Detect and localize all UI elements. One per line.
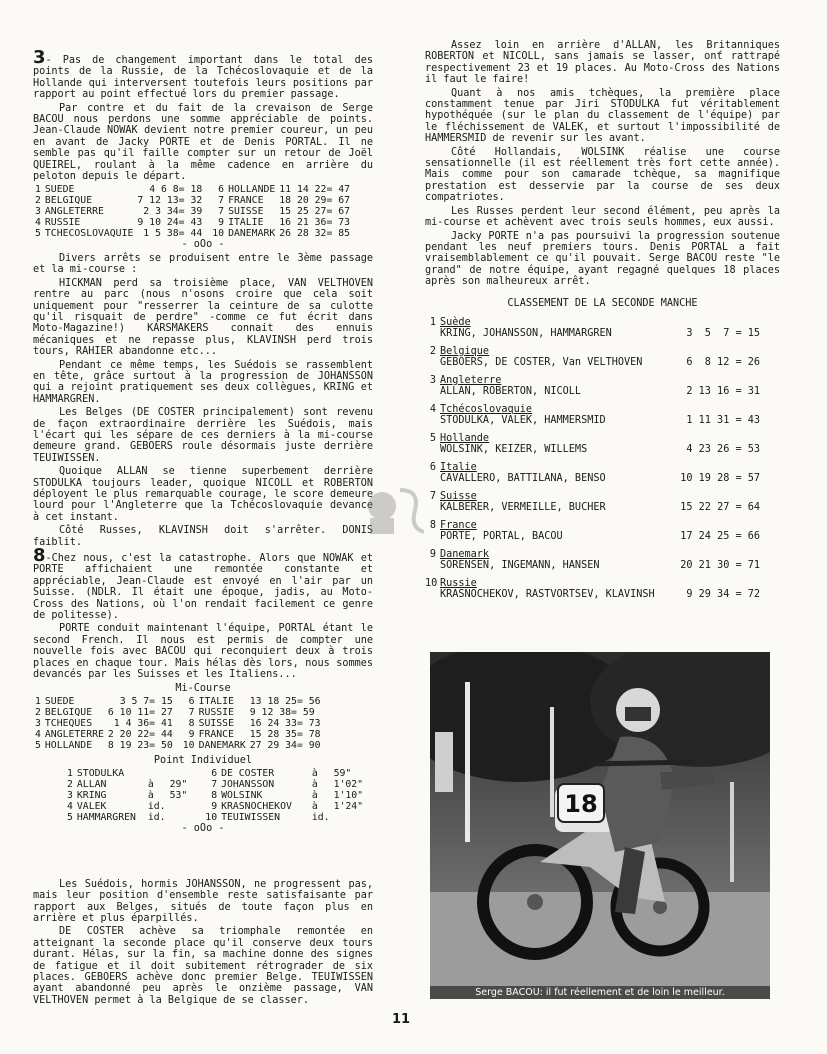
table-cell: 9: [218, 217, 225, 229]
classement-score: 2 13 16 = 31: [686, 385, 760, 397]
table-cell: [332, 812, 366, 823]
paragraph-britanniques: Assez loin en arrière d'ALLAN, les Britanniques ROBERTON et NICOLL, sans jamais se lasser, onť rattrapé respectivement 23 et 19 places. Au Moto-Cross des Nations il faut le faire!: [425, 40, 780, 86]
table-cell: FRANCE: [228, 195, 264, 207]
point-individuel-title: Point Individuel: [153, 754, 253, 766]
table-cell: WOLSINK: [221, 790, 263, 802]
table-row: [65, 790, 365, 801]
classement-row: [425, 549, 780, 578]
table-cell: [146, 768, 168, 779]
table-cell: à: [311, 790, 318, 802]
table-cell: ANGLETERRE: [44, 728, 104, 740]
separator: - oOo -: [181, 239, 225, 251]
table-row: [65, 779, 365, 790]
table-row: [65, 801, 365, 812]
paragraph-hollandais: Côté Hollandais, WOLSINK réalise une course sensationnelle (il est réellement très fort cette année). Mais comme pour son camarade tchèque, sa magnifique prestation est desservie par la course de ses deux compatriotes.: [425, 146, 780, 204]
table-cell: 3: [67, 790, 73, 802]
classement-row: [425, 404, 780, 433]
classement-row: [425, 520, 780, 549]
classement-row: [425, 491, 780, 520]
paragraph-hickman: HICKMAN perd sa troisième place, VAN VELTHOVEN rentre au parc (nous n'osons croire que cela soit uniquement pour "resserrer la ceinture de sa culotte qu'il risquait de perdre" -comme ce fut écrit dans Moto-Magazine!) KARSMAKERS connait des ennuis mécaniques et ne repasse plus, KLAVINSH perd trois tours, RAHIER abandonne etc...: [33, 277, 373, 358]
standings-table-3rd-pass: [33, 184, 352, 239]
table-cell: 18 20 29= 67: [279, 195, 351, 207]
bike-number: 18: [564, 790, 598, 818]
separator: - oOo -: [181, 823, 225, 835]
classement-country: Hollande: [440, 432, 490, 444]
classement-riders: ALLAN, ROBERTON, NICOLL: [440, 386, 582, 398]
table-cell: KRASNOCHEKOV: [221, 801, 292, 813]
section-number-3: 3: [33, 47, 46, 68]
classement-rank: 7: [429, 490, 436, 502]
table-cell: 8: [188, 717, 195, 729]
table-cell: SUEDE: [44, 695, 75, 707]
classement-row: [425, 462, 780, 491]
photo-caption: Serge BACOU: il fut réellement et de loin le meilleur.: [430, 986, 770, 999]
paragraph-arrets: Divers arrêts se produisent entre le 3ème passage et la mi-course :: [33, 252, 373, 276]
table-cell: HOLLANDE: [44, 739, 93, 751]
paragraph-3: 3- Pas de changement important dans le total des points de la Russie, de la Tchécoslovaquie et de la Hollande qui interversent toutefois leurs positions par rapport au point effectué lors du premier passage.: [33, 47, 373, 101]
table-cell: ITALIE: [228, 217, 264, 229]
classement-rank: 6: [429, 461, 436, 473]
table-cell: id.: [147, 801, 166, 813]
table-row: [33, 228, 352, 239]
classement-row: [425, 346, 780, 375]
classement-country: Russie: [440, 577, 477, 589]
classement-score: 4 23 26 = 53: [686, 443, 760, 455]
table-cell: JOHANSSON: [221, 779, 275, 791]
table-cell: 7: [188, 706, 195, 718]
table-cell: 4: [35, 728, 41, 740]
table-cell: 8: [211, 790, 218, 802]
table-cell: FRANCE: [198, 728, 234, 740]
table-cell: [168, 801, 196, 812]
classement-score: 1 11 31 = 43: [686, 414, 760, 426]
table-cell: TEUIWISSEN: [221, 812, 281, 824]
table-row: [65, 812, 365, 823]
classement-riders: STODULKA, VALEK, HAMMERSMID: [440, 415, 606, 427]
classement-score: 6 8 12 = 26: [686, 356, 760, 368]
table-cell: 13 18 25= 56: [249, 695, 321, 707]
table-cell: 16 24 33= 73: [249, 717, 321, 729]
table-cell: 2 3 34= 39: [143, 206, 203, 218]
table-cell: 2 20 22= 44: [107, 728, 173, 740]
table-cell: RUSSIE: [44, 217, 81, 229]
table-cell: 4: [67, 801, 73, 813]
table-cell: à: [311, 768, 318, 780]
classement-rank: 4: [429, 403, 436, 415]
classement-riders: SORENSEN, INGEMANN, HANSEN: [440, 560, 600, 572]
table-cell: à: [147, 790, 154, 802]
left-column: [33, 47, 373, 1008]
classement-country: Tchécoslovaquie: [440, 403, 533, 415]
table-cell: 7: [218, 206, 225, 218]
classement-score: 9 29 34 = 72: [686, 588, 760, 600]
table-row: [33, 206, 352, 217]
table-cell: 10: [205, 812, 218, 824]
table-cell: [168, 812, 196, 823]
paragraph-decoster: DE COSTER achève sa triomphale remontée en atteignant la seconde place qu'il conserve deux tours durant. Hélas, sur la fin, sa machine donne des signes de fatigue et il doit subitement rétrograder de six places. GEBOERS achève donc premier Belge. TEUIWISSEN ayant abandonné peu après le onzième passage, VAN VELTHOVEN permet à la Belgique de se classer.: [33, 926, 373, 1006]
table-cell: 5: [67, 812, 73, 824]
classement-score: 3 5 7 = 15: [686, 327, 760, 339]
table-cell: [168, 768, 196, 779]
table-cell: BELGIQUE: [44, 706, 93, 718]
classement-row: [425, 375, 780, 404]
classement-rank: 5: [429, 432, 436, 444]
table-cell: 9: [211, 801, 218, 813]
classement-score: 17 24 25 = 66: [680, 530, 760, 542]
classement-country: Italie: [440, 461, 477, 473]
table-cell: 9: [188, 728, 195, 740]
table-cell: RUSSIE: [198, 706, 234, 718]
paragraph-allan: Quoique ALLAN se tienne superbement derrière STODULKA toujours leader, quoique NICOLL et ROBERTON déployent le plus remarquable courage, le score demeure lourd pour l'Angleterre que la Tchécoslovaquie devance à cet instant.: [33, 466, 373, 523]
right-column: [425, 40, 780, 607]
table-cell: 4 6 8= 18: [149, 184, 203, 196]
table-cell: DE COSTER: [221, 768, 275, 780]
paragraph-belges: Les Belges (DE COSTER principalement) sont revenu de façon extraordinaire derrière les Suédois, mais l'écart qui les sépare de ces derniers à la mi-course demeure grand. GEBOERS roule désormais juste derrière TEUIWISSEN.: [33, 407, 373, 464]
table-cell: 1 5 38= 44: [143, 228, 203, 240]
table-cell: 1: [35, 184, 41, 196]
standings-table-mi-course: [33, 696, 323, 751]
table-cell: TCHEQUES: [44, 717, 93, 729]
table-cell: 8 19 23= 50: [107, 739, 173, 751]
table-cell: à: [311, 801, 318, 813]
classement-riders: KRING, JOHANSSON, HAMMARGREN: [440, 328, 612, 340]
motocross-rider-image: [430, 652, 770, 999]
table-cell: 1 4 36= 41: [113, 717, 173, 729]
table-cell: DANEMARK: [198, 739, 246, 751]
table-cell: 27 29 34= 90: [249, 739, 321, 751]
table-cell: 2: [35, 195, 41, 207]
table-cell: 16 21 36= 73: [279, 217, 351, 229]
table-cell: DANEMARK: [228, 228, 276, 240]
table-cell: ITALIE: [198, 695, 234, 707]
watermark-stamp: [360, 480, 430, 536]
table-cell: 10: [212, 228, 225, 240]
table-cell: 15 25 27= 67: [279, 206, 351, 218]
table-cell: à: [311, 779, 318, 791]
paragraph-tcheques: Quant à nos amis tchèques, la première place constamment tenue par Jiri STODULKA fut véritablement hypothéquée (sur le plan du classement de l'équipe) par le fléchissement de VALEK, et surtout l'impossibilité de HAMMERSMID de revenir sur les avant.: [425, 87, 780, 145]
table-cell: 10: [182, 739, 195, 751]
table-cell: KRING: [76, 790, 107, 802]
classement-rank: 1: [429, 316, 436, 328]
table-cell: 29": [169, 779, 188, 791]
table-cell: 26 28 32= 85: [279, 228, 351, 240]
table-cell: 3 5 7= 15: [119, 695, 173, 707]
table-cell: HAMMARGREN: [76, 812, 136, 824]
table-cell: 3: [35, 717, 41, 729]
paragraph-suedois-2: Les Suédois, hormis JOHANSSON, ne progressent pas, mais leur position d'ensemble reste satisfaisante par rapport aux Belges, situés de toute façon plus en arrière et plus éparpillés.: [33, 878, 373, 924]
table-cell: 7: [211, 779, 218, 791]
table-cell: ALLAN: [76, 779, 107, 791]
classement-title: CLASSEMENT DE LA SECONDE MANCHE: [507, 297, 698, 309]
table-row: [33, 729, 323, 740]
classement-rank: 8: [429, 519, 436, 531]
paragraph-russes-right: Les Russes perdent leur second élément, peu après la mi-course et achèvent avec trois seuls hommes, eux aussi.: [425, 205, 780, 229]
table-cell: VALEK: [76, 801, 107, 813]
table-cell: 9 12 38= 59: [249, 706, 315, 718]
paragraph-suedois: Pendant ce même temps, les Suédois se rassemblent en tête, grâce surtout à la progression de JOHANSSON qui a rejoint pratiquement ses deux collègues, KRING et HAMMARGREN.: [33, 359, 373, 405]
table-cell: id.: [311, 812, 330, 824]
table-cell: SUISSE: [198, 717, 234, 729]
section-number-8: 8: [33, 545, 46, 567]
classement-country: Suède: [440, 316, 471, 328]
classement-rank: 3: [429, 374, 436, 386]
table-cell: 7: [218, 195, 225, 207]
table-cell: 5: [35, 228, 41, 240]
classement-riders: KALBERER, VERMEILLE, BUCHER: [440, 502, 606, 514]
table-row: [33, 217, 352, 228]
table-cell: 3: [35, 206, 41, 218]
classement-country: Belgique: [440, 345, 490, 357]
table-row: [65, 768, 365, 779]
table-cell: 6: [188, 695, 195, 707]
table-cell: 2: [67, 779, 73, 791]
table-cell: 9 10 24= 43: [137, 217, 203, 229]
paragraph-8: 8-Chez nous, c'est la catastrophe. Alors que NOWAK et PORTE affichaient une remontée constante et appréciable, Jean-Claude est envoyé en l'air par un Suisse. (NDLR. Il était une époque, jadis, au Moto-Cross des Nations, où l'on rendait facilement ce genre de politesse).: [33, 545, 373, 622]
paragraph-crevaison: Par contre et du fait de la crevaison de Serge BACOU nous perdons une somme appréciable de points. Jean-Claude NOWAK devient notre premier coureur, un peu en avant de Jacky PORTE et de Denis PORTAL. Il ne semble pas qu'il faille compter sur un retour de Joël QUEIREL, roulant à la même cadence en arrière du peloton depuis le départ.: [33, 102, 373, 183]
table-cell: TCHECOSLOVAQUIE: [44, 228, 134, 240]
table-cell: HOLLANDE: [228, 184, 276, 196]
table-cell: STODULKA: [76, 768, 125, 780]
classement-country: Suisse: [440, 490, 477, 502]
classement-riders: KRASNOCHEKOV, RASTVORTSEV, KLAVINSH: [440, 589, 655, 601]
table-cell: 15 28 35= 78: [249, 728, 321, 740]
table-cell: à: [147, 779, 154, 791]
table-cell: 7 12 13= 32: [137, 195, 203, 207]
paragraph-russes: Côté Russes, KLAVINSH doit s'arrêter. DONIS faiblit.: [33, 525, 373, 548]
table-row: [33, 696, 323, 707]
table-cell: 53": [169, 790, 188, 802]
classement-score: 20 21 30 = 71: [680, 559, 760, 571]
classement-country: Angleterre: [440, 374, 502, 386]
table-cell: SUEDE: [44, 184, 75, 196]
classement-row: [425, 433, 780, 462]
table-cell: 4: [35, 217, 41, 229]
table-cell: 6 10 11= 27: [107, 706, 173, 718]
classement-row: [425, 317, 780, 346]
table-row: [33, 718, 323, 729]
table-cell: 1: [67, 768, 73, 780]
table-cell: ANGLETERRE: [44, 206, 104, 218]
classement-score: 10 19 28 = 57: [680, 472, 760, 484]
classement-riders: GEBOERS, DE COSTER, Van VELTHOVEN: [440, 357, 643, 369]
classement-riders: WOLSINK, KEIZER, WILLEMS: [440, 444, 588, 456]
table-cell: 1'24": [333, 801, 364, 813]
table-row: [33, 195, 352, 206]
table-cell: 5: [35, 739, 41, 751]
table-cell: 2: [35, 706, 41, 718]
table-row: [33, 184, 352, 195]
classement-list: [425, 317, 780, 607]
classement-country: Danemark: [440, 548, 490, 560]
individual-points-table: [65, 768, 365, 823]
classement-row: [425, 578, 780, 607]
classement-rank: 10: [425, 577, 438, 589]
table-row: [33, 707, 323, 718]
table-cell: 6: [218, 184, 225, 196]
classement-rank: 9: [429, 548, 436, 560]
mi-course-title: Mi-Course: [175, 682, 231, 694]
paragraph-porte: PORTE conduit maintenant l'équipe, PORTAL étant le second French. Il nous est permis de compter une nouvelle fois avec BACOU qui reconquiert deux à trois places en chaque tour. Mais hélas dès lors, nous sommes devancés par les Suisses et les Italiens...: [33, 623, 373, 681]
paragraph-jacky: Jacky PORTE n'a pas poursuivi la progression soutenue pendant les neuf premiers tours. Denis PORTAL a fait vraisemblablement ce qu'il pouvait. Serge BACOU reste "le grand" de notre équipe, ayant regagné quelques 18 places après son malheureux arrêt.: [425, 230, 780, 288]
table-cell: 1'02": [333, 779, 364, 791]
classement-rank: 2: [429, 345, 436, 357]
classement-riders: PORTE, PORTAL, BACOU: [440, 531, 563, 543]
table-cell: 1'10": [333, 790, 364, 802]
classement-riders: CAVALLERO, BATTILANA, BENSO: [440, 473, 606, 485]
table-cell: SUISSE: [228, 206, 264, 218]
classement-country: France: [440, 519, 477, 531]
classement-score: 15 22 27 = 64: [680, 501, 760, 513]
table-row: [33, 740, 323, 751]
table-cell: 1: [35, 695, 41, 707]
rider-photo: [430, 652, 770, 999]
page-number: 11: [391, 1012, 411, 1027]
table-cell: BELGIQUE: [44, 195, 93, 207]
table-cell: 6: [211, 768, 218, 780]
table-cell: 59": [333, 768, 352, 780]
table-cell: 11 14 22= 47: [279, 184, 351, 196]
table-cell: id.: [147, 812, 166, 824]
